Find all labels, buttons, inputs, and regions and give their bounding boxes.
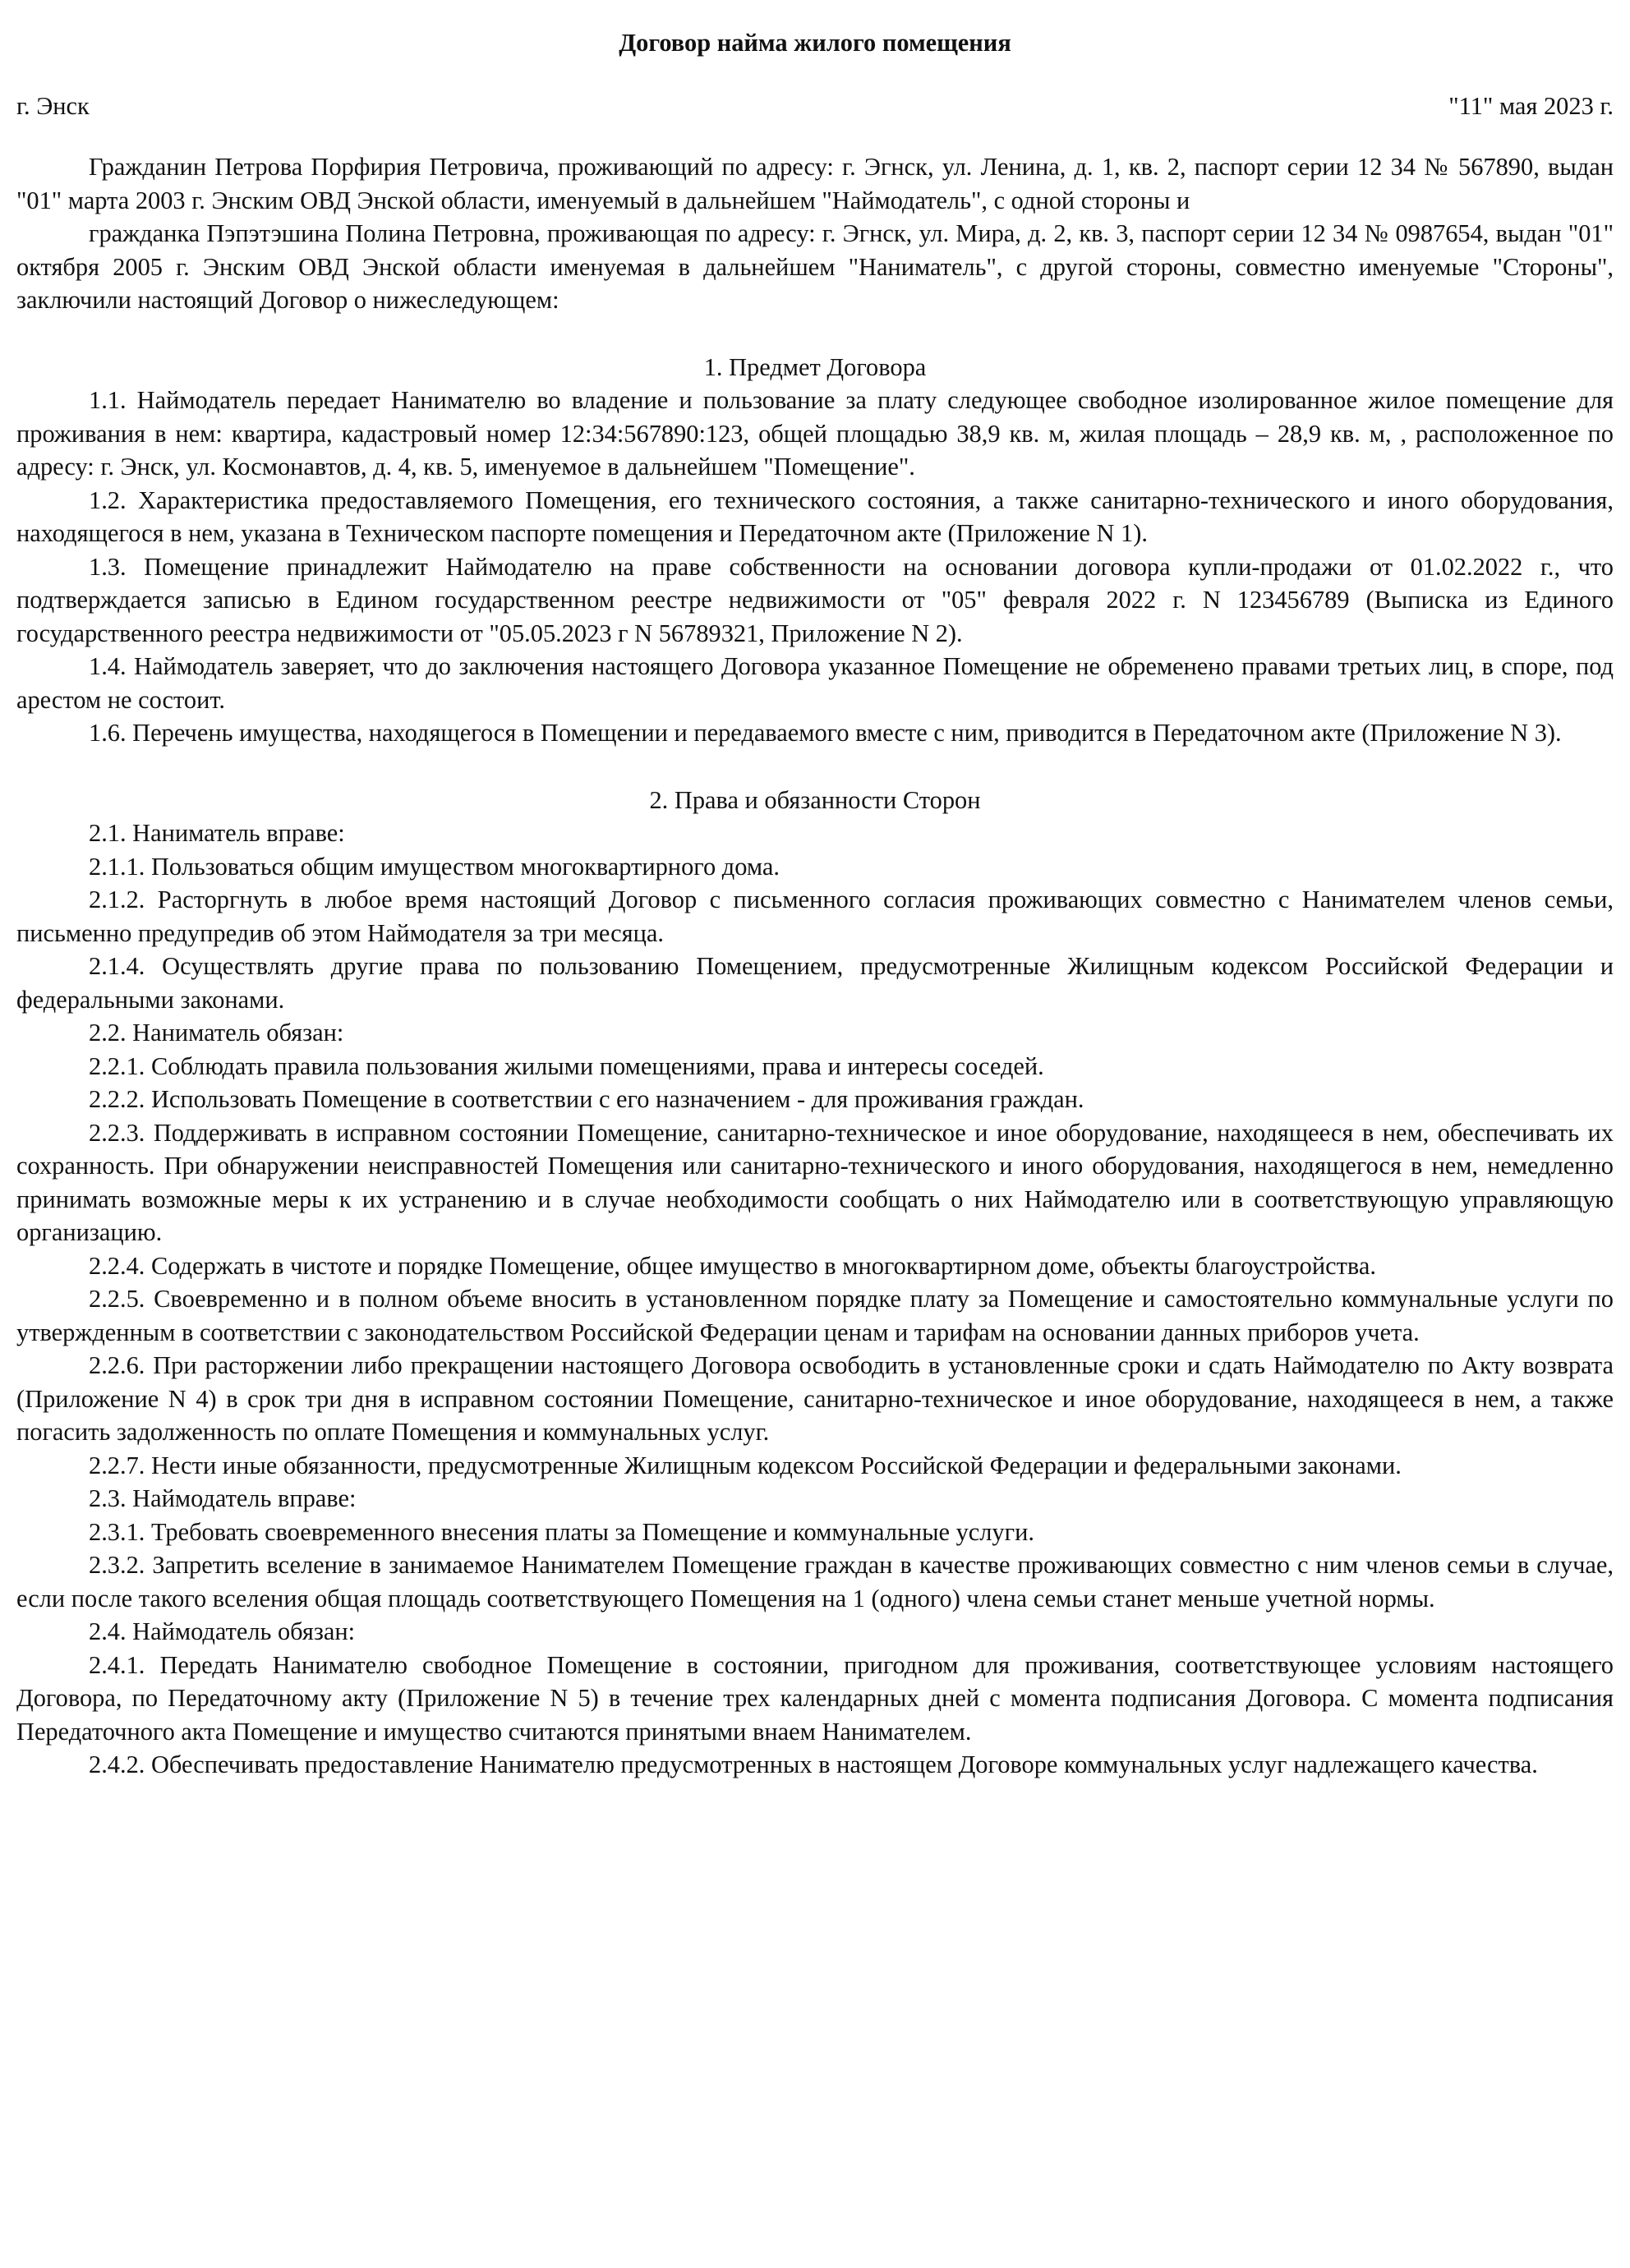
clause-2-3-2: 2.3.2. Запретить вселение в занимаемое Нанимателем Помещение граждан в качестве проживающих совместно с ним членов семьи в случае, если после такого вселения общая площадь соответствующего Помещения на 1 (одного) члена семьи станет меньше учетной нормы. [16, 1551, 1614, 1612]
section-rights-obligations [16, 784, 1614, 1782]
clause-2-1-4: 2.1.4. Осуществлять другие права по пользованию Помещением, предусмотренные Жилищным кодексом Российской Федерации и федеральными законами. [16, 952, 1614, 1014]
section-heading: 1. Предмет Договора [703, 352, 927, 381]
place-date-row [16, 90, 1614, 123]
clause-2-2-2: 2.2.2. Использовать Помещение в соответствии с его назначением - для проживания граждан. [89, 1085, 1084, 1113]
clause-2-3-1: 2.3.1. Требовать своевременного внесения платы за Помещение и коммунальные услуги. [89, 1517, 1034, 1546]
clause-1-2: 1.2. Характеристика предоставляемого Помещения, его технического состояния, а также санитарно-технического и иного оборудования, находящегося в нем, указана в Техническом паспорте помещения и Передаточном акте (Приложение N 1). [16, 485, 1614, 547]
section-subject [16, 351, 1614, 750]
preamble-tenant: гражданка Пэпэтэшина Полина Петровна, проживающая по адресу: г. Эгнск, ул. Мира, д. 2, кв. 3, паспорт серии 12 34 № 0987654, выдан "01" октября 2005 г. Энским ОВД Энской области именуемая в дальнейшем "Наниматель", с другой стороны, совместно именуемые "Стороны", заключили настоящий Договор о нижеследующем: [16, 219, 1614, 314]
clause-2-3: 2.3. Наймодатель вправе: [89, 1484, 357, 1512]
clause-2-2-3: 2.2.3. Поддерживать в исправном состоянии Помещение, санитарно-техническое и иное оборудование, находящееся в нем, обеспечивать их сохранность. При обнаружении неисправностей Помещения или санитарно-технического и иного оборудования, находящегося в нем, немедленно принимать возможные меры к их устранению и в случае необходимости сообщать о них Наймодателю или в соответствующую управляющую организацию. [16, 1118, 1614, 1246]
clause-2-2-4: 2.2.4. Содержать в чистоте и порядке Помещение, общее имущество в многоквартирном доме, объекты благоустройства. [89, 1251, 1376, 1280]
clause-2-2-7: 2.2.7. Нести иные обязанности, предусмотренные Жилищным кодексом Российской Федерации и федеральными законами. [89, 1451, 1402, 1479]
preamble-landlord: Гражданин Петрова Порфирия Петровича, проживающий по адресу: г. Эгнск, ул. Ленина, д. 1, кв. 2, паспорт серии 12 34 № 567890, выдан "01" марта 2003 г. Энским ОВД Энской области, именуемый в дальнейшем "Наймодатель", с одной стороны и [16, 153, 1614, 214]
clause-2-1: 2.1. Наниматель вправе: [89, 819, 345, 847]
clause-2-4: 2.4. Наймодатель обязан: [89, 1617, 356, 1645]
clause-2-2-1: 2.2.1. Соблюдать правила пользования жилыми помещениями, права и интересы соседей. [89, 1051, 1044, 1080]
clause-2-2-5: 2.2.5. Своевременно и в полном объеме вносить в установленном порядке плату за Помещение и самостоятельно коммунальные услуги по утвержденным в соответствии с законодательством Российской Федерации ценам и тарифам на основании данных приборов учета. [16, 1285, 1614, 1346]
clause-2-4-2: 2.4.2. Обеспечивать предоставление Нанимателю предусмотренных в настоящем Договоре коммунальных услуг надлежащего качества. [89, 1750, 1538, 1778]
preamble [16, 150, 1614, 317]
contract-date: "11" мая 2023 г. [1448, 91, 1614, 120]
clause-2-1-1: 2.1.1. Пользоваться общим имуществом многоквартирного дома. [89, 852, 780, 881]
clause-2-1-2: 2.1.2. Расторгнуть в любое время настоящий Договор с письменного согласия проживающих совместно с Нанимателем членов семьи, письменно предупредив об этом Наймодателя за три месяца. [16, 886, 1614, 947]
document-title: Договор найма жилого помещения [619, 29, 1011, 57]
clause-2-2-6: 2.2.6. При расторжении либо прекращении настоящего Договора освободить в установленные сроки и сдать Наймодателю по Акту возврата (Приложение N 4) в срок три дня в исправном состоянии Помещение, санитарно-техническое и иное оборудование, находящееся в нем, а также погасить задолженность по оплате Помещения и коммунальных услуг. [16, 1351, 1614, 1446]
clause-1-1: 1.1. Наймодатель передает Нанимателю во владение и пользование за плату следующее свободное изолированное жилое помещение для проживания в нем: квартира, кадастровый номер 12:34:567890:123, общей площадью 38,9 кв. м, жилая площадь – 28,9 кв. м, , расположенное по адресу: г. Энск, ул. Космонавтов, д. 4, кв. 5, именуемое в дальнейшем "Помещение". [16, 386, 1614, 481]
section-heading: 2. Права и обязанности Сторон [649, 785, 981, 814]
clause-1-3: 1.3. Помещение принадлежит Наймодателю на праве собственности на основании договора купли-продажи от 01.02.2022 г., что подтверждается записью в Едином государственном реестре недвижимости от "05" февраля 2022 г. N 123456789 (Выписка из Единого государственного реестра недвижимости от "05.05.2023 г N 56789321, Приложение N 2). [16, 552, 1614, 647]
clause-1-4: 1.4. Наймодатель заверяет, что до заключения настоящего Договора указанное Помещение не обременено правами третьих лиц, в споре, под арестом не состоит. [16, 652, 1614, 714]
contract-city: г. Энск [16, 91, 90, 120]
clause-2-4-1: 2.4.1. Передать Нанимателю свободное Помещение в состоянии, пригодном для проживания, соответствующее условиям настоящего Договора, по Передаточному акту (Приложение N 5) в течение трех календарных дней с момента подписания Договора. С момента подписания Передаточного акта Помещение и имущество считаются принятыми внаем Нанимателем. [16, 1650, 1614, 1746]
clause-1-6: 1.6. Перечень имущества, находящегося в Помещении и передаваемого вместе с ним, приводится в Передаточном акте (Приложение N 3). [89, 719, 1562, 747]
clause-2-2: 2.2. Наниматель обязан: [89, 1019, 344, 1047]
